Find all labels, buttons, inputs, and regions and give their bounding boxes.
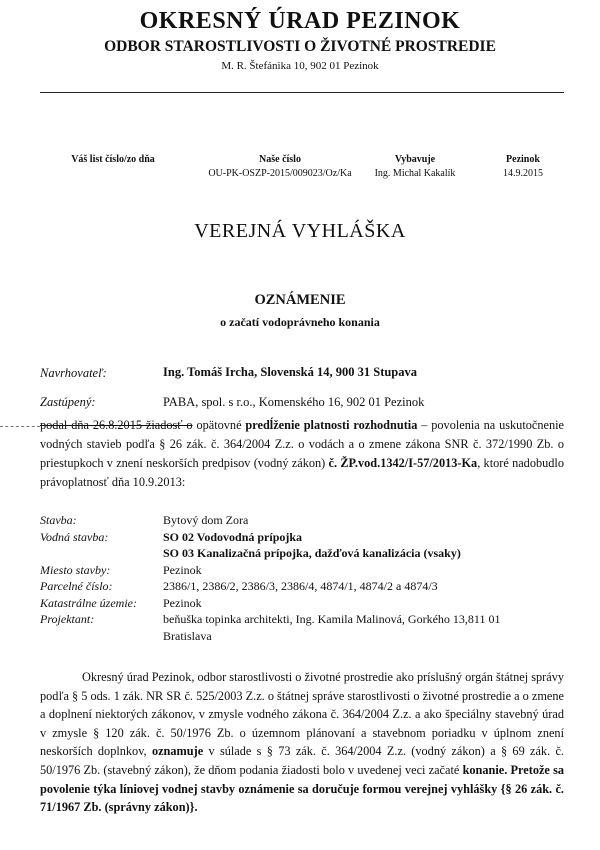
office-address: M. R. Štefánika 10, 902 01 Pezinok: [221, 60, 379, 72]
meta-date: [478, 153, 568, 181]
para1-text-c: , ktoré nadobudlo právoplatnosť dňa 10.9.2013:: [40, 456, 564, 489]
label-projektant: Projektant:: [40, 612, 95, 626]
label-vodna-stavba: Vodná stavba:: [40, 529, 109, 544]
decision-number: č. ŽP.vod.1342/I-57/2013-Ka: [328, 456, 478, 470]
vybavuje-value: Ing. Michal Kakalík: [374, 168, 456, 179]
details-labels: [40, 512, 158, 628]
value-projektant-2: Bratislava: [163, 628, 212, 643]
para2-bold-b: konanie. Pretože sa povolenie týka líniovej vodnej stavby oznámenie sa doručuje formou verejnej vyhlášky {§ 26 zák. č. 71/1967 Zb. (správny zákon)}.: [40, 762, 565, 815]
header-divider: [40, 92, 564, 93]
value-so02: SO 02 Vodovodná prípojka: [163, 529, 303, 544]
applicant-label: Navrhovateľ:: [40, 366, 107, 380]
represented-value: PABA, spol. s r.o., Komenského 16, 902 01 Pezinok: [163, 395, 425, 409]
margin-dash: [0, 426, 40, 427]
para1-text-a: opätovné: [196, 418, 242, 432]
label-miesto: Miesto stavby:: [40, 562, 111, 577]
department-title: ODBOR STAROSTLIVOSTI O ŽIVOTNÉ PROSTREDIE: [104, 38, 496, 55]
vybavuje-label: Vybavuje: [394, 154, 436, 165]
announcement-heading: OZNÁMENIE: [254, 292, 346, 308]
para1-text-b: – povolenia na uskutočnenie vodných stavieb podľa § 26 zák. č. 364/2004 Z.z. o vodách a o zmene zákona SNR č. 372/1990 Zb. o priestupkoch v znení neskorších predpisov (vodný zákon): [40, 418, 564, 470]
announcement-subtitle: o začatí vodoprávneho konania: [220, 315, 380, 329]
para2-text-b: v súlade s § 73 zák. č. 364/2004 Z.z. (vodný zákon) a § 69 zák. č. 50/1976 Zb. (stavebný zákon), že dňom podania žiadosti bolo v uvedenej veci začaté: [40, 744, 564, 777]
meta-nase-cislo: [205, 153, 355, 181]
value-miesto: Pezinok: [163, 562, 202, 577]
date-value: 14.9.2015: [503, 168, 543, 179]
label-stavba: Stavba:: [40, 513, 77, 527]
request-paragraph: [40, 416, 564, 492]
value-parcelne: 2386/1, 2386/2, 2386/3, 2386/4, 4874/1, 4874/2 a 4874/3: [163, 579, 438, 593]
para2-text-a: Okresný úrad Pezinok, odbor starostlivosti o životné prostredie ako príslušný orgán štátnej správy podľa § 5 ods. 1 zák. NR SR č. 525/2003 Z.z. o štátnej správe starostlivosti o životné prostredie a o zmene a doplnení niektorých zákonov, v zmysle vodného zákona č. 364/2004 Z.z. a ako špeciálny stavebný úrad v zmysle § 120 zák. č. 50/1976 Zb. o územnom plánovaní a stavebnom poriadku v úplnom znení neskorších doplnkov,: [40, 670, 564, 759]
label-katastralne: Katastrálne územie:: [40, 595, 137, 610]
meta-vybavuje: [360, 153, 470, 181]
nase-cislo-label: Naše číslo: [259, 154, 301, 165]
value-katastralne: Pezinok: [163, 595, 202, 610]
details-values: [163, 512, 563, 644]
para1-bold-a: predĺženie platnosti rozhodnutia: [245, 418, 418, 432]
label-empty: [40, 545, 158, 562]
place-label: Pezinok: [506, 154, 540, 165]
meta-vas-list: [48, 153, 178, 167]
struck-text: podal dňa 26.8.2015 žiadosť o: [40, 418, 193, 432]
value-projektant-1: beňuška topinka architekti, Ing. Kamila Malinová, Gorkého 13,811 01: [163, 612, 501, 626]
applicant-value: Ing. Tomáš Ircha, Slovenská 14, 900 31 Stupava: [163, 365, 418, 379]
nase-cislo-value: OU-PK-OSZP-2015/009023/Oz/Ka: [208, 168, 352, 179]
notice-paragraph: [40, 668, 564, 817]
label-parcelne: Parcelné číslo:: [40, 579, 113, 593]
represented-label: Zastúpený:: [40, 395, 96, 409]
value-stavba: Bytový dom Zora: [163, 513, 249, 527]
vas-list-label: Váš list číslo/zo dňa: [71, 154, 155, 165]
office-title: OKRESNÝ ÚRAD PEZINOK: [139, 8, 461, 34]
document-title: VEREJNÁ VYHLÁŠKA: [194, 220, 406, 242]
para2-bold-a: oznamuje: [151, 744, 204, 759]
value-so03: SO 03 Kanalizačná prípojka, dažďová kanalizácia (vsaky): [163, 546, 461, 560]
